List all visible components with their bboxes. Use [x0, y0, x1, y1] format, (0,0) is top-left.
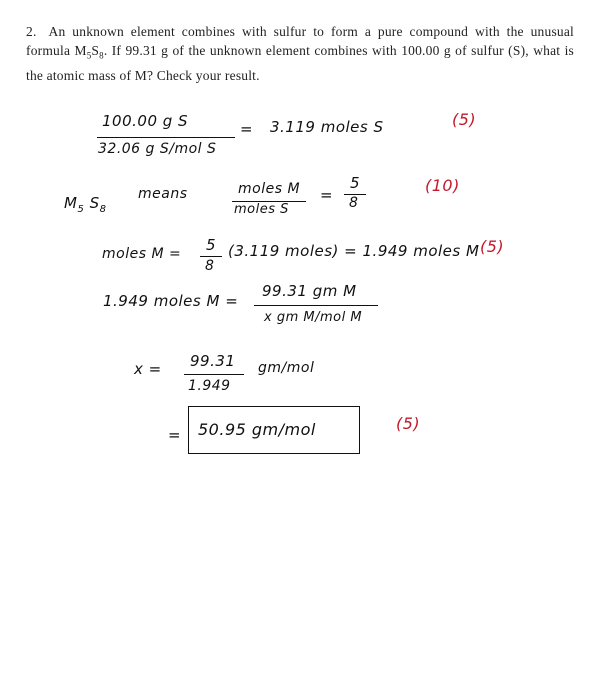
line6-points: (5) [396, 414, 421, 433]
line4-denominator: x gm M/mol M [264, 310, 363, 325]
line3-expression: (3.119 moles) = 1.949 moles M [228, 242, 480, 260]
line3-frac-den: 8 [205, 258, 215, 274]
question-text-a: An unknown element combines with sulfur to form a pure compound with the unusual formula M [26, 24, 574, 58]
line6-answer: 50.95 gm/mol [198, 420, 316, 439]
formula-subscript-m: 5 [86, 50, 92, 61]
line1-result: 3.119 moles S [270, 118, 384, 136]
line2-formula-m: M [64, 194, 78, 212]
line3-frac-num: 5 [206, 236, 217, 254]
line2-formula-s: S [89, 194, 100, 212]
line2-formula-m-sub: 5 [77, 204, 85, 215]
line6-equals: = [168, 426, 182, 444]
question-text [26, 22, 574, 85]
line1-denominator: 32.06 g S/mol S [98, 141, 217, 157]
line2-points: (10) [425, 176, 460, 195]
line2-numerator: moles M [238, 181, 301, 197]
line2-denominator: moles S [234, 202, 289, 217]
line5-lhs: x = [134, 360, 162, 378]
question-text-c: . If 99.31 g of the unknown element combines with 100.00 g of sulfur (S), what is the atomic mass of M? Check your result. [26, 43, 574, 83]
line1-equals: = [240, 120, 254, 138]
line3-points: (5) [480, 237, 505, 256]
line5-unit: gm/mol [258, 360, 315, 376]
line5-numerator: 99.31 [190, 352, 236, 370]
question-number: 2. [26, 24, 37, 39]
line2-means: means [138, 186, 188, 202]
line5-fraction-bar [184, 374, 244, 375]
line1-numerator: 100.00 g S [102, 112, 189, 130]
line4-numerator: 99.31 gm M [262, 282, 357, 300]
line3-lhs: moles M = [102, 246, 182, 262]
formula-subscript-s: 8 [99, 50, 104, 61]
line3-fraction-bar [200, 256, 222, 257]
line2-ratio-num: 5 [350, 174, 361, 192]
line4-fraction-bar [254, 305, 378, 306]
line4-lhs: 1.949 moles M = [103, 292, 239, 310]
line5-denominator: 1.949 [188, 378, 231, 394]
line2-ratio-den: 8 [349, 195, 359, 211]
line1-fraction-bar [97, 137, 235, 138]
question-text-b: S [91, 43, 100, 58]
line2-formula [64, 194, 107, 215]
line2-formula-s-sub: 8 [99, 204, 107, 215]
line1-points: (5) [452, 110, 477, 129]
line2-equals: = [320, 186, 334, 204]
